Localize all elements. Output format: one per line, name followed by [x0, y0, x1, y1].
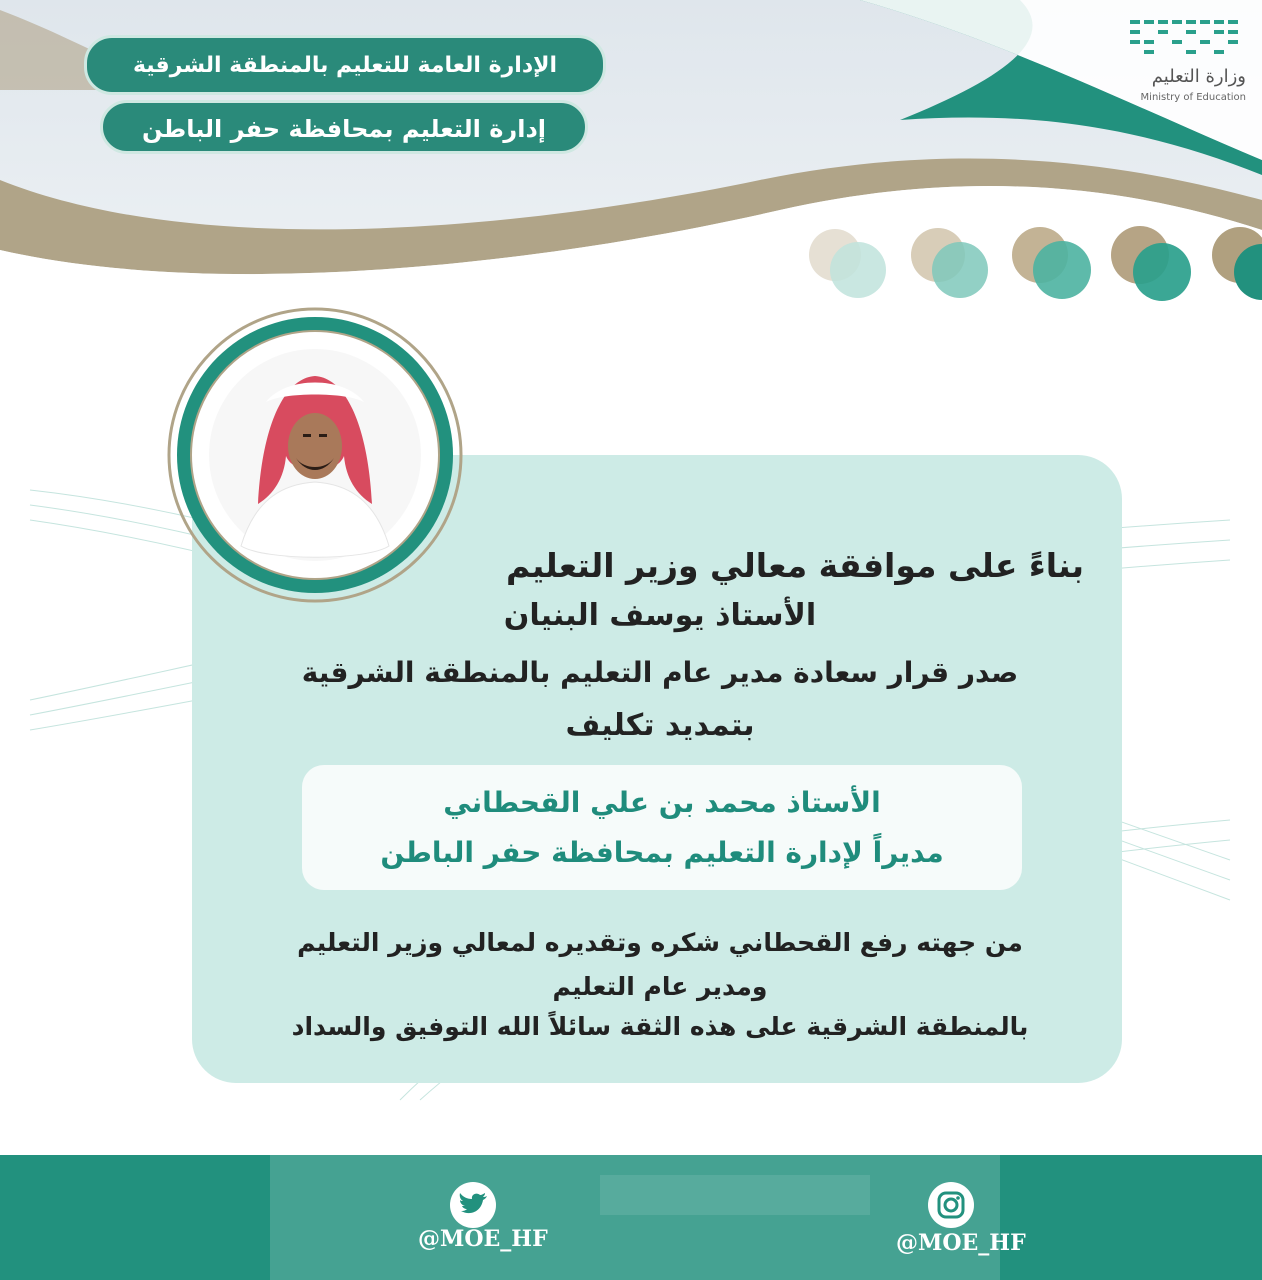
announcement-line-2: الأستاذ يوسف البنيان [503, 598, 817, 633]
closing-line-2: ومدير عام التعليم [552, 972, 768, 1001]
appointee-box [302, 765, 1022, 890]
footer-decoration [0, 1155, 1262, 1280]
header-district-pill: إدارة التعليم بمحافظة حفر الباطن [100, 100, 588, 154]
appointee-role: مديراً لإدارة التعليم بمحافظة حفر الباطن [380, 836, 944, 869]
header-region-pill: الإدارة العامة للتعليم بالمنطقة الشرقية [84, 35, 606, 95]
portrait-frame [166, 306, 464, 604]
logo-arabic-text: وزارة التعليم [1151, 66, 1246, 87]
closing-line-3: بالمنطقة الشرقية على هذه الثقة سائلاً الله التوفيق والسداد [291, 1012, 1029, 1041]
appointee-name: الأستاذ محمد بن علي القحطاني [443, 786, 881, 819]
instagram-handle[interactable]: @MOE_HF [896, 1230, 1026, 1256]
dotted-moe-logo-icon [1126, 14, 1246, 58]
twitter-bird-icon[interactable] [448, 1180, 498, 1230]
logo-english-text: Ministry of Education [1140, 92, 1246, 103]
twitter-handle[interactable]: @MOE_HF [418, 1226, 548, 1252]
announcement-line-4: بتمديد تكليف [565, 708, 755, 743]
avatar [166, 306, 464, 604]
instagram-icon[interactable] [926, 1180, 976, 1230]
announcement-line-1: بناءً على موافقة معالي وزير التعليم [505, 546, 1084, 585]
ministry-logo [1066, 14, 1256, 114]
announcement-line-3: صدر قرار سعادة مدير عام التعليم بالمنطقة الشرقية [301, 656, 1019, 689]
closing-line-1: من جهته رفع القحطاني شكره وتقديره لمعالي وزير التعليم [297, 928, 1023, 957]
